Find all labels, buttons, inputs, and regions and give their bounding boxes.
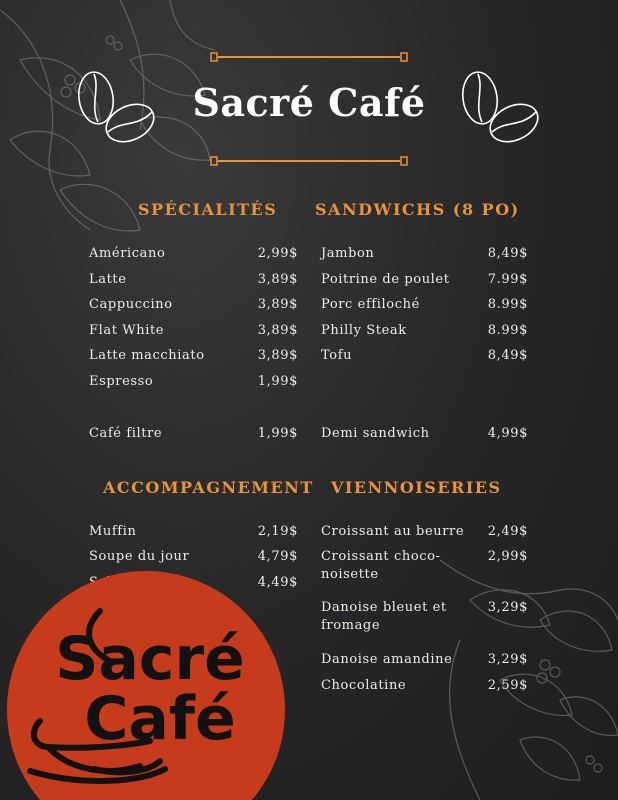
menu-item-price: 2,99$ bbox=[487, 549, 528, 564]
menu-item-name: Philly Steak bbox=[321, 323, 407, 338]
heading-sandwichs: SANDWICHS (8 PO) bbox=[315, 200, 520, 219]
menu-item-price: 2,99$ bbox=[257, 246, 298, 261]
menu-item-name: Espresso bbox=[89, 374, 154, 389]
menu-item-price: 3,29$ bbox=[487, 652, 528, 667]
page-title: Sacré Café bbox=[192, 80, 426, 125]
menu-item-price: 7.99$ bbox=[487, 272, 528, 287]
menu-item-price: 2,49$ bbox=[487, 524, 528, 539]
menu-item-name: Américano bbox=[89, 246, 166, 261]
menu-item-name: Danoise bleuet et bbox=[321, 600, 447, 615]
menu-item-name-continued: noisette bbox=[321, 567, 379, 582]
menu-item-name: Porc effiloché bbox=[321, 297, 420, 312]
heading-specialites: SPÉCIALITÉS bbox=[138, 200, 278, 219]
menu-item-price: 3,89$ bbox=[257, 348, 298, 363]
menu-item-price: 2,19$ bbox=[257, 524, 298, 539]
menu-item-name: Danoise amandine bbox=[321, 652, 453, 667]
menu-item-price: 8,49$ bbox=[487, 246, 528, 261]
menu-item-price: 4,99$ bbox=[487, 426, 528, 441]
menu-item-name: Jambon bbox=[321, 246, 375, 261]
heading-viennoiseries: VIENNOISERIES bbox=[331, 478, 502, 497]
menu-item-name: Café filtre bbox=[89, 426, 163, 441]
menu-item-name: Croissant choco- bbox=[321, 549, 441, 564]
menu-item-name: Chocolatine bbox=[321, 678, 407, 693]
menu-item-price: 4,79$ bbox=[257, 549, 298, 564]
menu-item-name: Demi sandwich bbox=[321, 426, 430, 441]
menu-item-price: 4,49$ bbox=[257, 575, 298, 590]
heading-accompagnement: ACCOMPAGNEMENT bbox=[103, 478, 314, 497]
ornamental-rule-bottom bbox=[210, 156, 408, 166]
ornamental-rule-top bbox=[210, 52, 408, 62]
menu-item-name-continued: fromage bbox=[321, 618, 381, 633]
menu-item-name: Cappuccino bbox=[89, 297, 173, 312]
menu-item-price: 8,49$ bbox=[487, 348, 528, 363]
menu-item-name: Tofu bbox=[321, 348, 353, 363]
sacre-cafe-logo bbox=[0, 571, 300, 800]
menu-item-name: Croissant au beurre bbox=[321, 524, 465, 539]
logo-text-line1: Sacré bbox=[55, 624, 245, 694]
menu-item-name: Flat White bbox=[89, 323, 165, 338]
menu-item-name: Soupe du jour bbox=[89, 549, 190, 564]
logo-text-line2: Café bbox=[84, 684, 236, 754]
menu-item-price: 3,89$ bbox=[257, 272, 298, 287]
menu-item-price: 8.99$ bbox=[487, 297, 528, 312]
menu-item-price: 1,99$ bbox=[257, 426, 298, 441]
menu-item-price: 8.99$ bbox=[487, 323, 528, 338]
menu-item-price: 3,89$ bbox=[257, 297, 298, 312]
menu-item-name: Latte macchiato bbox=[89, 348, 205, 363]
menu-item-name: Poitrine de poulet bbox=[321, 272, 450, 287]
menu-item-price: 3,89$ bbox=[257, 323, 298, 338]
menu-item-name: Muffin bbox=[89, 524, 137, 539]
menu-item-price: 1,99$ bbox=[257, 374, 298, 389]
menu-item-price: 2,59$ bbox=[487, 678, 528, 693]
menu-item-name: Latte bbox=[89, 272, 127, 287]
menu-item-price: 3,29$ bbox=[487, 600, 528, 615]
